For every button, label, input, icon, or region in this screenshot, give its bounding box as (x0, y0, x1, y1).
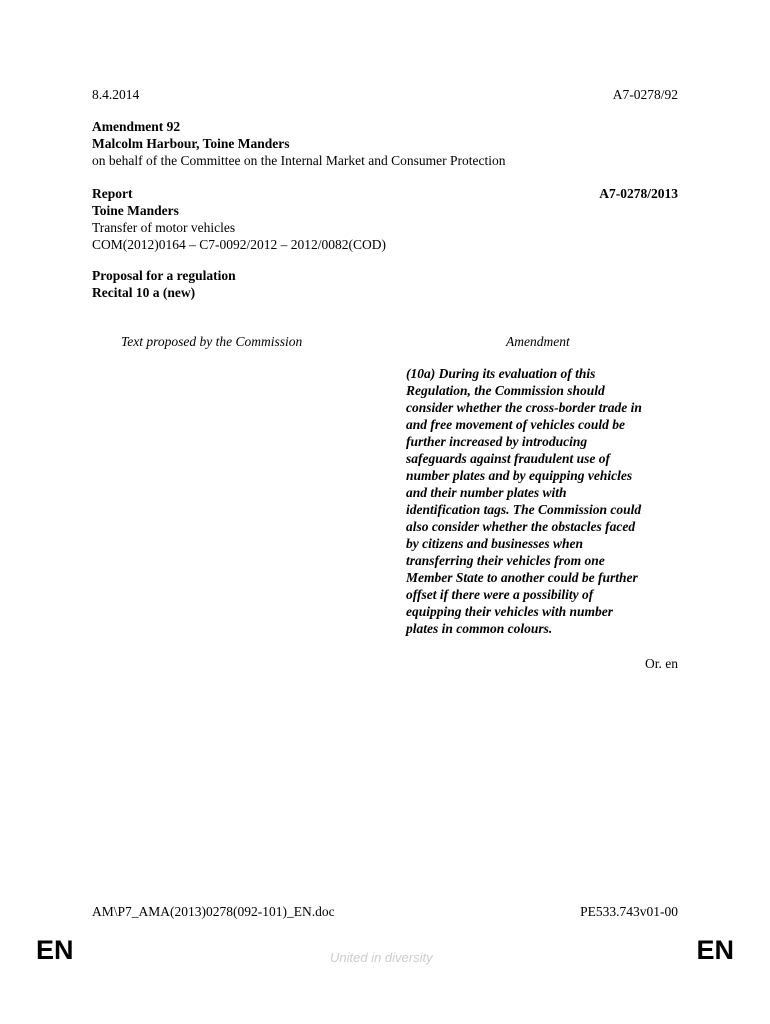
amendment-text-line: offset if there were a possibility of (406, 587, 594, 602)
amendment-text-line: equipping their vehicles with number (406, 604, 614, 619)
proposal-type: Proposal for a regulation (92, 268, 236, 283)
language-code-left: EN (36, 935, 74, 965)
amendment-text-line: safeguards against fraudulent use of (406, 451, 611, 466)
column-header-commission-text: Text proposed by the Commission (121, 334, 303, 349)
amendment-text-line: transferring their vehicles from one (406, 553, 605, 568)
amendment-text-line: by citizens and businesses when (406, 536, 584, 551)
amendment-text-line: Member State to another could be further (406, 570, 638, 585)
original-language: Or. en (645, 656, 678, 671)
report-label: Report (92, 186, 133, 201)
amendment-text-line: further increased by introducing (406, 434, 588, 449)
amendment-text-line: number plates and by equipping vehicles (406, 468, 633, 483)
amendment-text-line: (10a) During its evaluation of this (406, 366, 596, 381)
amendment-text-line: identification tags. The Commission could (406, 502, 642, 517)
amendment-text-line: and free movement of vehicles could be (406, 417, 625, 432)
amendment-text (406, 365, 686, 637)
column-header-amendment: Amendment (506, 334, 570, 349)
report-title: Transfer of motor vehicles (92, 220, 236, 235)
procedure-reference: COM(2012)0164 – C7-0092/2012 – 2012/0082(COD) (92, 237, 386, 252)
footer-motto: United in diversity (330, 950, 433, 965)
amendment-behalf: on behalf of the Committee on the Internal Market and Consumer Protection (92, 153, 506, 168)
report-reference: A7-0278/2013 (599, 186, 678, 201)
report-rapporteur: Toine Manders (92, 203, 179, 218)
amendment-number: Amendment 92 (92, 119, 181, 134)
language-code-right: EN (696, 935, 734, 965)
footer-pe-reference: PE533.743v01-00 (580, 904, 678, 919)
amendment-text-line: Regulation, the Commission should (406, 383, 605, 398)
amendment-text-line: plates in common colours. (406, 621, 553, 636)
footer-filename: AM\P7_AMA(2013)0278(092-101)_EN.doc (92, 904, 335, 919)
document-date: 8.4.2014 (92, 87, 140, 102)
amendment-text-line: consider whether the cross-border trade in (406, 400, 642, 415)
amendment-authors: Malcolm Harbour, Toine Manders (92, 136, 290, 151)
recital-number: Recital 10 a (new) (92, 285, 196, 300)
amendment-text-line: also consider whether the obstacles faced (406, 519, 636, 534)
amendment-text-line: and their number plates with (406, 485, 567, 500)
amendment-reference: A7-0278/92 (612, 87, 678, 102)
